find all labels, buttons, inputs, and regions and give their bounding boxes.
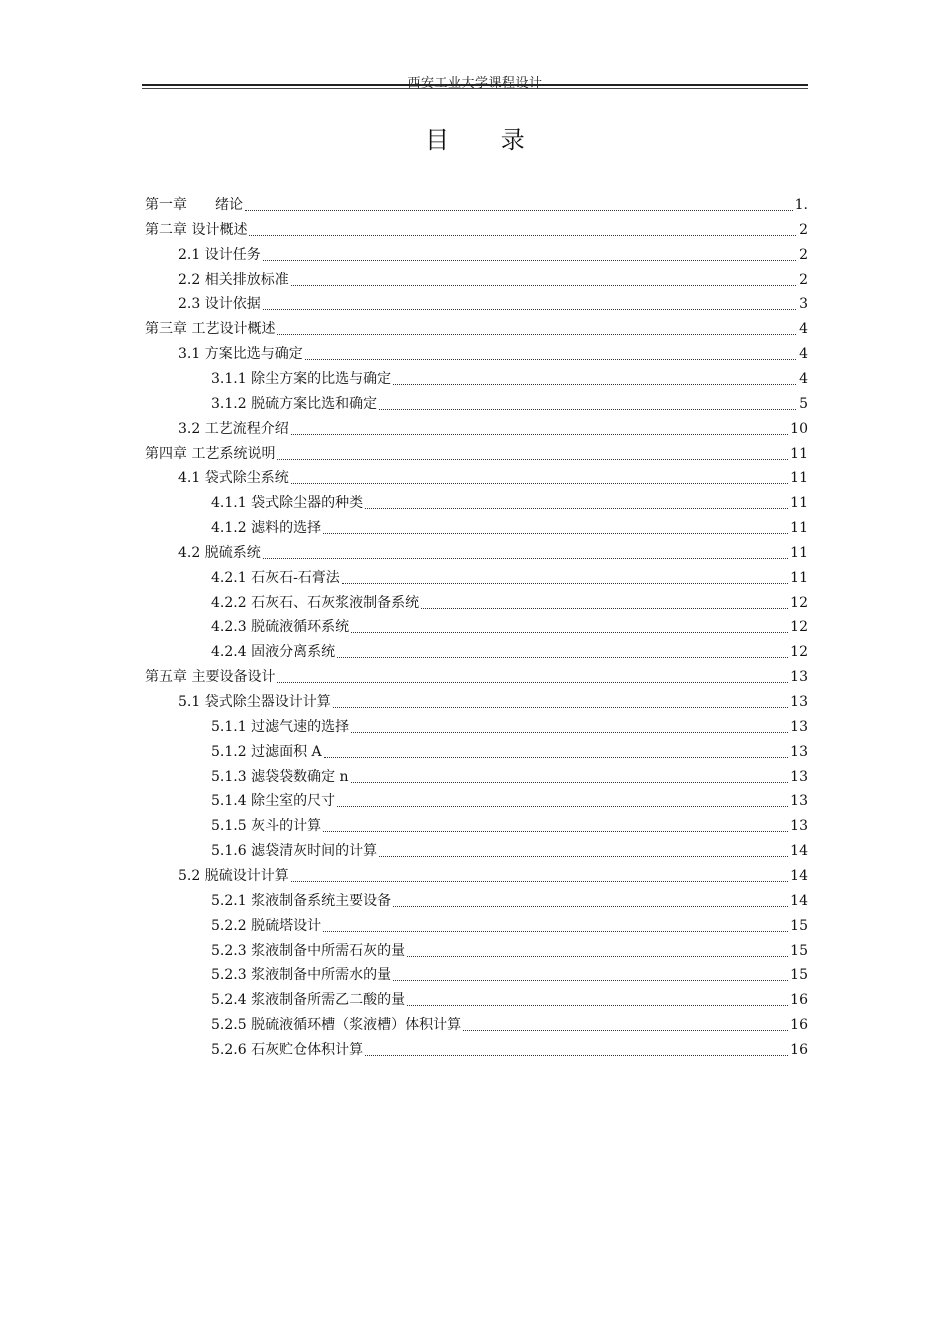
toc-entry[interactable] — [178, 265, 808, 289]
toc-entry-page-number: 11 — [790, 520, 808, 537]
toc-dot-leader — [263, 309, 796, 310]
toc-entry-page-number: 13 — [790, 768, 808, 785]
toc-entry[interactable] — [145, 439, 808, 463]
toc-entry[interactable] — [211, 985, 808, 1009]
toc-entry-label: 5.2.3 浆液制备中所需水的量 — [211, 967, 392, 984]
toc-entry-label: 5.1.4 除尘室的尺寸 — [211, 793, 336, 810]
toc-dot-leader — [277, 459, 788, 460]
toc-entry-page-number: 15 — [790, 967, 808, 984]
toc-entry[interactable] — [178, 339, 808, 363]
toc-entry-page-number: 4 — [799, 346, 808, 363]
toc-entry[interactable] — [211, 886, 808, 910]
toc-entry[interactable] — [178, 240, 808, 264]
toc-entry[interactable] — [211, 563, 808, 587]
toc-entry[interactable] — [211, 1035, 808, 1059]
toc-entry-page-number: 16 — [790, 1041, 808, 1058]
toc-dot-leader — [393, 980, 788, 981]
toc-entry[interactable] — [211, 364, 808, 388]
page-title: 目 录 — [425, 126, 547, 154]
toc-entry-label: 第一章 绪论 — [145, 197, 243, 213]
toc-entry[interactable] — [211, 513, 808, 537]
toc-entry[interactable] — [211, 1010, 808, 1034]
toc-dot-leader — [365, 508, 788, 509]
toc-entry-page-number: 13 — [790, 694, 808, 710]
toc-entry-label: 5.1.1 过滤气速的选择 — [211, 718, 350, 735]
toc-entry-label: 4.2 脱硫系统 — [178, 544, 261, 561]
header-rule-thick — [142, 84, 808, 86]
toc-entry[interactable] — [178, 463, 808, 487]
toc-entry-page-number: 4 — [799, 321, 808, 338]
toc-entry-label: 5.1 袋式除尘器设计计算 — [178, 694, 331, 710]
toc-entry[interactable] — [211, 737, 808, 761]
running-header: 西安工业大学课程设计 — [407, 76, 543, 91]
toc-entry-page-number: 5 — [799, 395, 808, 412]
toc-dot-leader — [291, 285, 796, 286]
header-rule-thin — [142, 88, 808, 89]
toc-dot-leader — [245, 210, 793, 211]
toc-dot-leader — [351, 782, 789, 783]
toc-dot-leader — [291, 434, 788, 435]
toc-entry-page-number: 12 — [790, 644, 808, 661]
toc-entry-label: 3.1.2 脱硫方案比选和确定 — [211, 395, 378, 412]
toc-entry[interactable] — [145, 215, 808, 239]
toc-dot-leader — [407, 1005, 788, 1006]
toc-entry[interactable] — [211, 389, 808, 413]
toc-dot-leader — [379, 856, 788, 857]
toc-dot-leader — [342, 583, 788, 584]
toc-entry[interactable] — [211, 786, 808, 810]
toc-entry-page-number: 10 — [790, 420, 808, 437]
toc-entry-page-number: 12 — [790, 619, 808, 636]
toc-entry-label: 2.2 相关排放标准 — [178, 271, 289, 288]
toc-entry-page-number: 2 — [799, 271, 808, 288]
toc-dot-leader — [365, 1055, 788, 1056]
toc-dot-leader — [291, 483, 788, 484]
toc-dot-leader — [463, 1030, 788, 1031]
toc-entry-page-number: 11 — [790, 470, 808, 487]
toc-entry-label: 5.2 脱硫设计计算 — [178, 867, 289, 884]
toc-entry-label: 4.1.2 滤料的选择 — [211, 520, 322, 537]
toc-dot-leader — [421, 608, 788, 609]
toc-dot-leader — [351, 632, 788, 633]
toc-entry[interactable] — [211, 712, 808, 736]
toc-entry-page-number: 12 — [790, 594, 808, 611]
toc-entry-label: 第四章 工艺系统说明 — [145, 445, 276, 462]
toc-entry[interactable] — [178, 861, 808, 885]
toc-dot-leader — [351, 732, 788, 733]
toc-entry-label: 4.1 袋式除尘系统 — [178, 470, 289, 487]
toc-entry-label: 3.1 方案比选与确定 — [178, 346, 303, 363]
toc-entry-page-number: 13 — [790, 669, 808, 686]
toc-entry-label: 4.2.2 石灰石、石灰浆液制备系统 — [211, 594, 420, 611]
toc-entry-label: 第五章 主要设备设计 — [145, 669, 276, 686]
toc-dot-leader — [323, 533, 788, 534]
toc-entry-page-number: 13 — [790, 743, 808, 760]
toc-entry-label: 5.1.3 滤袋袋数确定 n — [211, 768, 349, 785]
toc-entry[interactable] — [211, 936, 808, 960]
toc-entry-label: 2.1 设计任务 — [178, 246, 261, 263]
toc-dot-leader — [333, 707, 788, 708]
toc-entry-label: 4.2.4 固液分离系统 — [211, 644, 336, 661]
toc-entry-label: 2.3 设计依据 — [178, 296, 261, 313]
toc-dot-leader — [379, 409, 796, 410]
toc-entry[interactable] — [211, 911, 808, 935]
toc-dot-leader — [263, 558, 788, 559]
toc-entry[interactable] — [211, 488, 808, 512]
toc-dot-leader — [323, 831, 788, 832]
toc-entry-label: 5.2.2 脱硫塔设计 — [211, 917, 322, 934]
toc-dot-leader — [263, 260, 796, 261]
toc-entry-page-number: 2 — [799, 221, 808, 238]
toc-entry-page-number: 1. — [794, 197, 808, 213]
toc-entry-page-number: 11 — [790, 544, 808, 561]
toc-dot-leader — [323, 931, 788, 932]
toc-entry-label: 5.2.1 浆液制备系统主要设备 — [211, 892, 392, 909]
toc-dot-leader — [393, 906, 788, 907]
toc-entry[interactable] — [211, 836, 808, 860]
toc-entry-page-number: 14 — [790, 867, 808, 884]
toc-entry[interactable] — [178, 289, 808, 313]
toc-entry[interactable] — [211, 612, 808, 636]
toc-dot-leader — [305, 359, 796, 360]
toc-entry-page-number: 14 — [790, 843, 808, 860]
toc-dot-leader — [324, 757, 789, 758]
toc-entry-label: 5.2.6 石灰贮仓体积计算 — [211, 1041, 364, 1058]
toc-entry-page-number: 13 — [790, 818, 808, 835]
toc-entry-page-number: 11 — [790, 445, 808, 462]
toc-entry-page-number: 11 — [790, 495, 808, 512]
toc-entry-label: 4.2.1 石灰石-石膏法 — [211, 569, 340, 586]
toc-entry-label: 第三章 工艺设计概述 — [145, 321, 276, 338]
toc-entry[interactable] — [211, 811, 808, 835]
toc-dot-leader — [277, 334, 796, 335]
toc-entry[interactable] — [145, 662, 808, 686]
toc-entry[interactable] — [145, 190, 808, 214]
toc-entry-label: 5.1.5 灰斗的计算 — [211, 818, 322, 835]
toc-dot-leader — [407, 956, 788, 957]
toc-dot-leader — [393, 384, 796, 385]
toc-dot-leader — [291, 881, 788, 882]
toc-entry-page-number: 2 — [799, 246, 808, 263]
toc-entry-label: 5.2.4 浆液制备所需乙二酸的量 — [211, 992, 406, 1009]
toc-entry-label: 5.2.3 浆液制备中所需石灰的量 — [211, 942, 406, 959]
toc-dot-leader — [249, 235, 796, 236]
toc-entry-page-number: 15 — [790, 917, 808, 934]
toc-entry-label: 第二章 设计概述 — [145, 221, 248, 238]
toc-entry-page-number: 16 — [790, 1017, 808, 1034]
toc-entry[interactable] — [178, 687, 808, 711]
toc-entry-label: 3.2 工艺流程介绍 — [178, 420, 289, 437]
toc-entry[interactable] — [211, 960, 808, 984]
toc-dot-leader — [337, 657, 788, 658]
toc-entry[interactable] — [178, 414, 808, 438]
toc-entry-page-number: 14 — [790, 892, 808, 909]
toc-dot-leader — [337, 806, 788, 807]
toc-entry-label: 3.1.1 除尘方案的比选与确定 — [211, 370, 392, 387]
toc-entry-page-number: 13 — [790, 718, 808, 735]
toc-entry-label: 4.2.3 脱硫液循环系统 — [211, 619, 350, 636]
toc-entry[interactable] — [145, 314, 808, 338]
toc-entry-page-number: 4 — [799, 370, 808, 387]
toc-entry-label: 4.1.1 袋式除尘器的种类 — [211, 495, 364, 512]
toc-entry-page-number: 15 — [790, 942, 808, 959]
toc-entry-label: 5.2.5 脱硫液循环槽（浆液槽）体积计算 — [211, 1017, 462, 1034]
toc-entry[interactable] — [178, 538, 808, 562]
toc-entry-label: 5.1.6 滤袋清灰时间的计算 — [211, 843, 378, 860]
toc-entry[interactable] — [211, 588, 808, 612]
toc-dot-leader — [277, 682, 788, 683]
toc-entry-page-number: 11 — [790, 569, 808, 586]
toc-entry[interactable] — [211, 762, 808, 786]
toc-entry-label: 5.1.2 过滤面积 A — [211, 743, 322, 760]
toc-entry[interactable] — [211, 637, 808, 661]
toc-entry-page-number: 16 — [790, 992, 808, 1009]
toc-entry-page-number: 13 — [790, 793, 808, 810]
toc-entry-page-number: 3 — [799, 296, 808, 313]
